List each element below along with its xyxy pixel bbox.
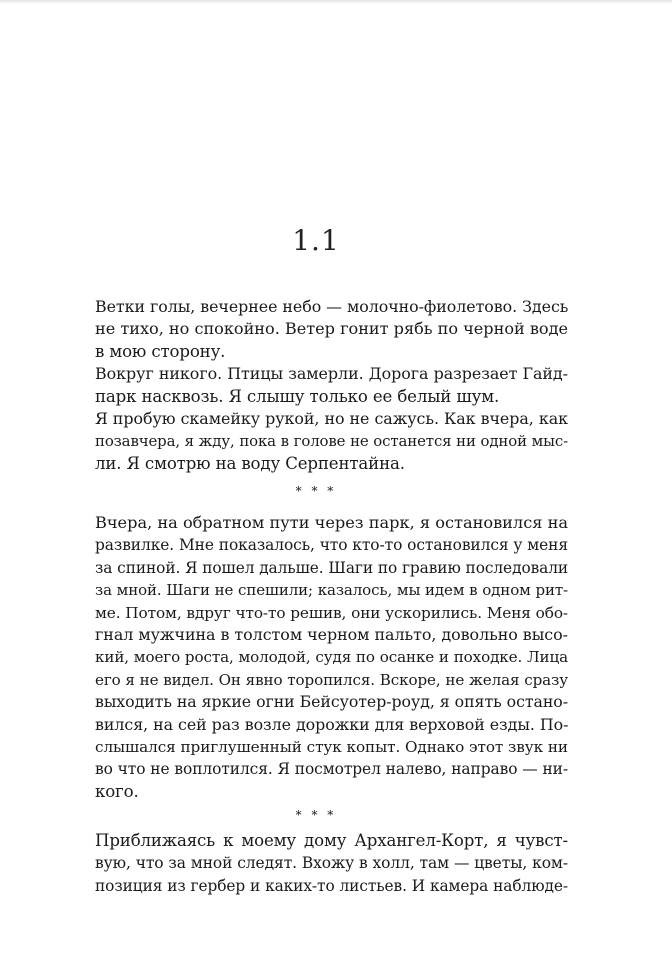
section-2: [95, 512, 568, 803]
section-1: [95, 296, 568, 475]
text-line: за мной. Шаги не спешили; казалось, мы идем в одном рит-: [95, 581, 568, 600]
text-line: позиция из гербер и каких-то листьев. И камера наблюде-: [95, 876, 568, 895]
text-line: ли. Я смотрю на воду Серпентайна.: [95, 453, 405, 473]
page-edge: [0, 0, 672, 4]
text-line: кого.: [95, 781, 139, 801]
text-line: его я не видел. Он явно торопился. Вскоре, не желая сразу: [95, 670, 568, 689]
text-line: во что не воплотился. Я посмотрел налево, направо — ни-: [95, 760, 568, 779]
section-separator: * * *: [295, 808, 337, 822]
text-line: в мою сторону.: [95, 341, 226, 361]
text-line: Вокруг никого. Птицы замерли. Дорога разрезает Гайд-: [95, 364, 568, 384]
text-line: развилке. Мне показалось, что кто-то остановился у меня: [95, 536, 568, 555]
text-line: кий, моего роста, молодой, судя по осанке и походке. Лица: [95, 648, 568, 667]
text-line: парк насквозь. Я слышу только ее белый шум.: [95, 386, 500, 406]
text-line: не тихо, но спокойно. Ветер гонит рябь по черной воде: [95, 319, 568, 339]
text-line: Вчера, на обратном пути через парк, я остановился на: [95, 513, 568, 532]
text-line: слышался приглушенный стук копыт. Однако этот звук ни: [95, 738, 568, 757]
section-separator: * * *: [295, 484, 337, 498]
text-line: Ветки голы, вечернее небо — молочно-фиолетово. Здесь: [95, 297, 569, 316]
text-line: Приближаясь к моему дому Архангел-Корт, я чувст-: [95, 831, 568, 850]
text-line: выходить на яркие огни Бейсуотер-роуд, я опять остано-: [95, 692, 568, 712]
text-line: вую, что за мной следят. Вхожу в холл, там — цветы, ком-: [95, 854, 568, 873]
text-line: позавчера, я жду, пока в голове не останется ни одной мыс-: [95, 432, 568, 451]
section-3: [95, 830, 568, 897]
text-line: гнал мужчина в толстом черном пальто, довольно высо-: [95, 625, 568, 645]
text-line: Я пробую скамейку рукой, но не сажусь. Как вчера, как: [95, 409, 568, 429]
chapter-number: 1.1: [292, 224, 340, 257]
text-line: вился, на сей раз возле дорожки для верховой езды. По-: [95, 714, 569, 734]
text-line: ме. Потом, вдруг что-то решив, они ускорились. Меня обо-: [95, 603, 568, 622]
text-line: за спиной. Я пошел дальше. Шаги по гравию последовали: [95, 558, 569, 577]
